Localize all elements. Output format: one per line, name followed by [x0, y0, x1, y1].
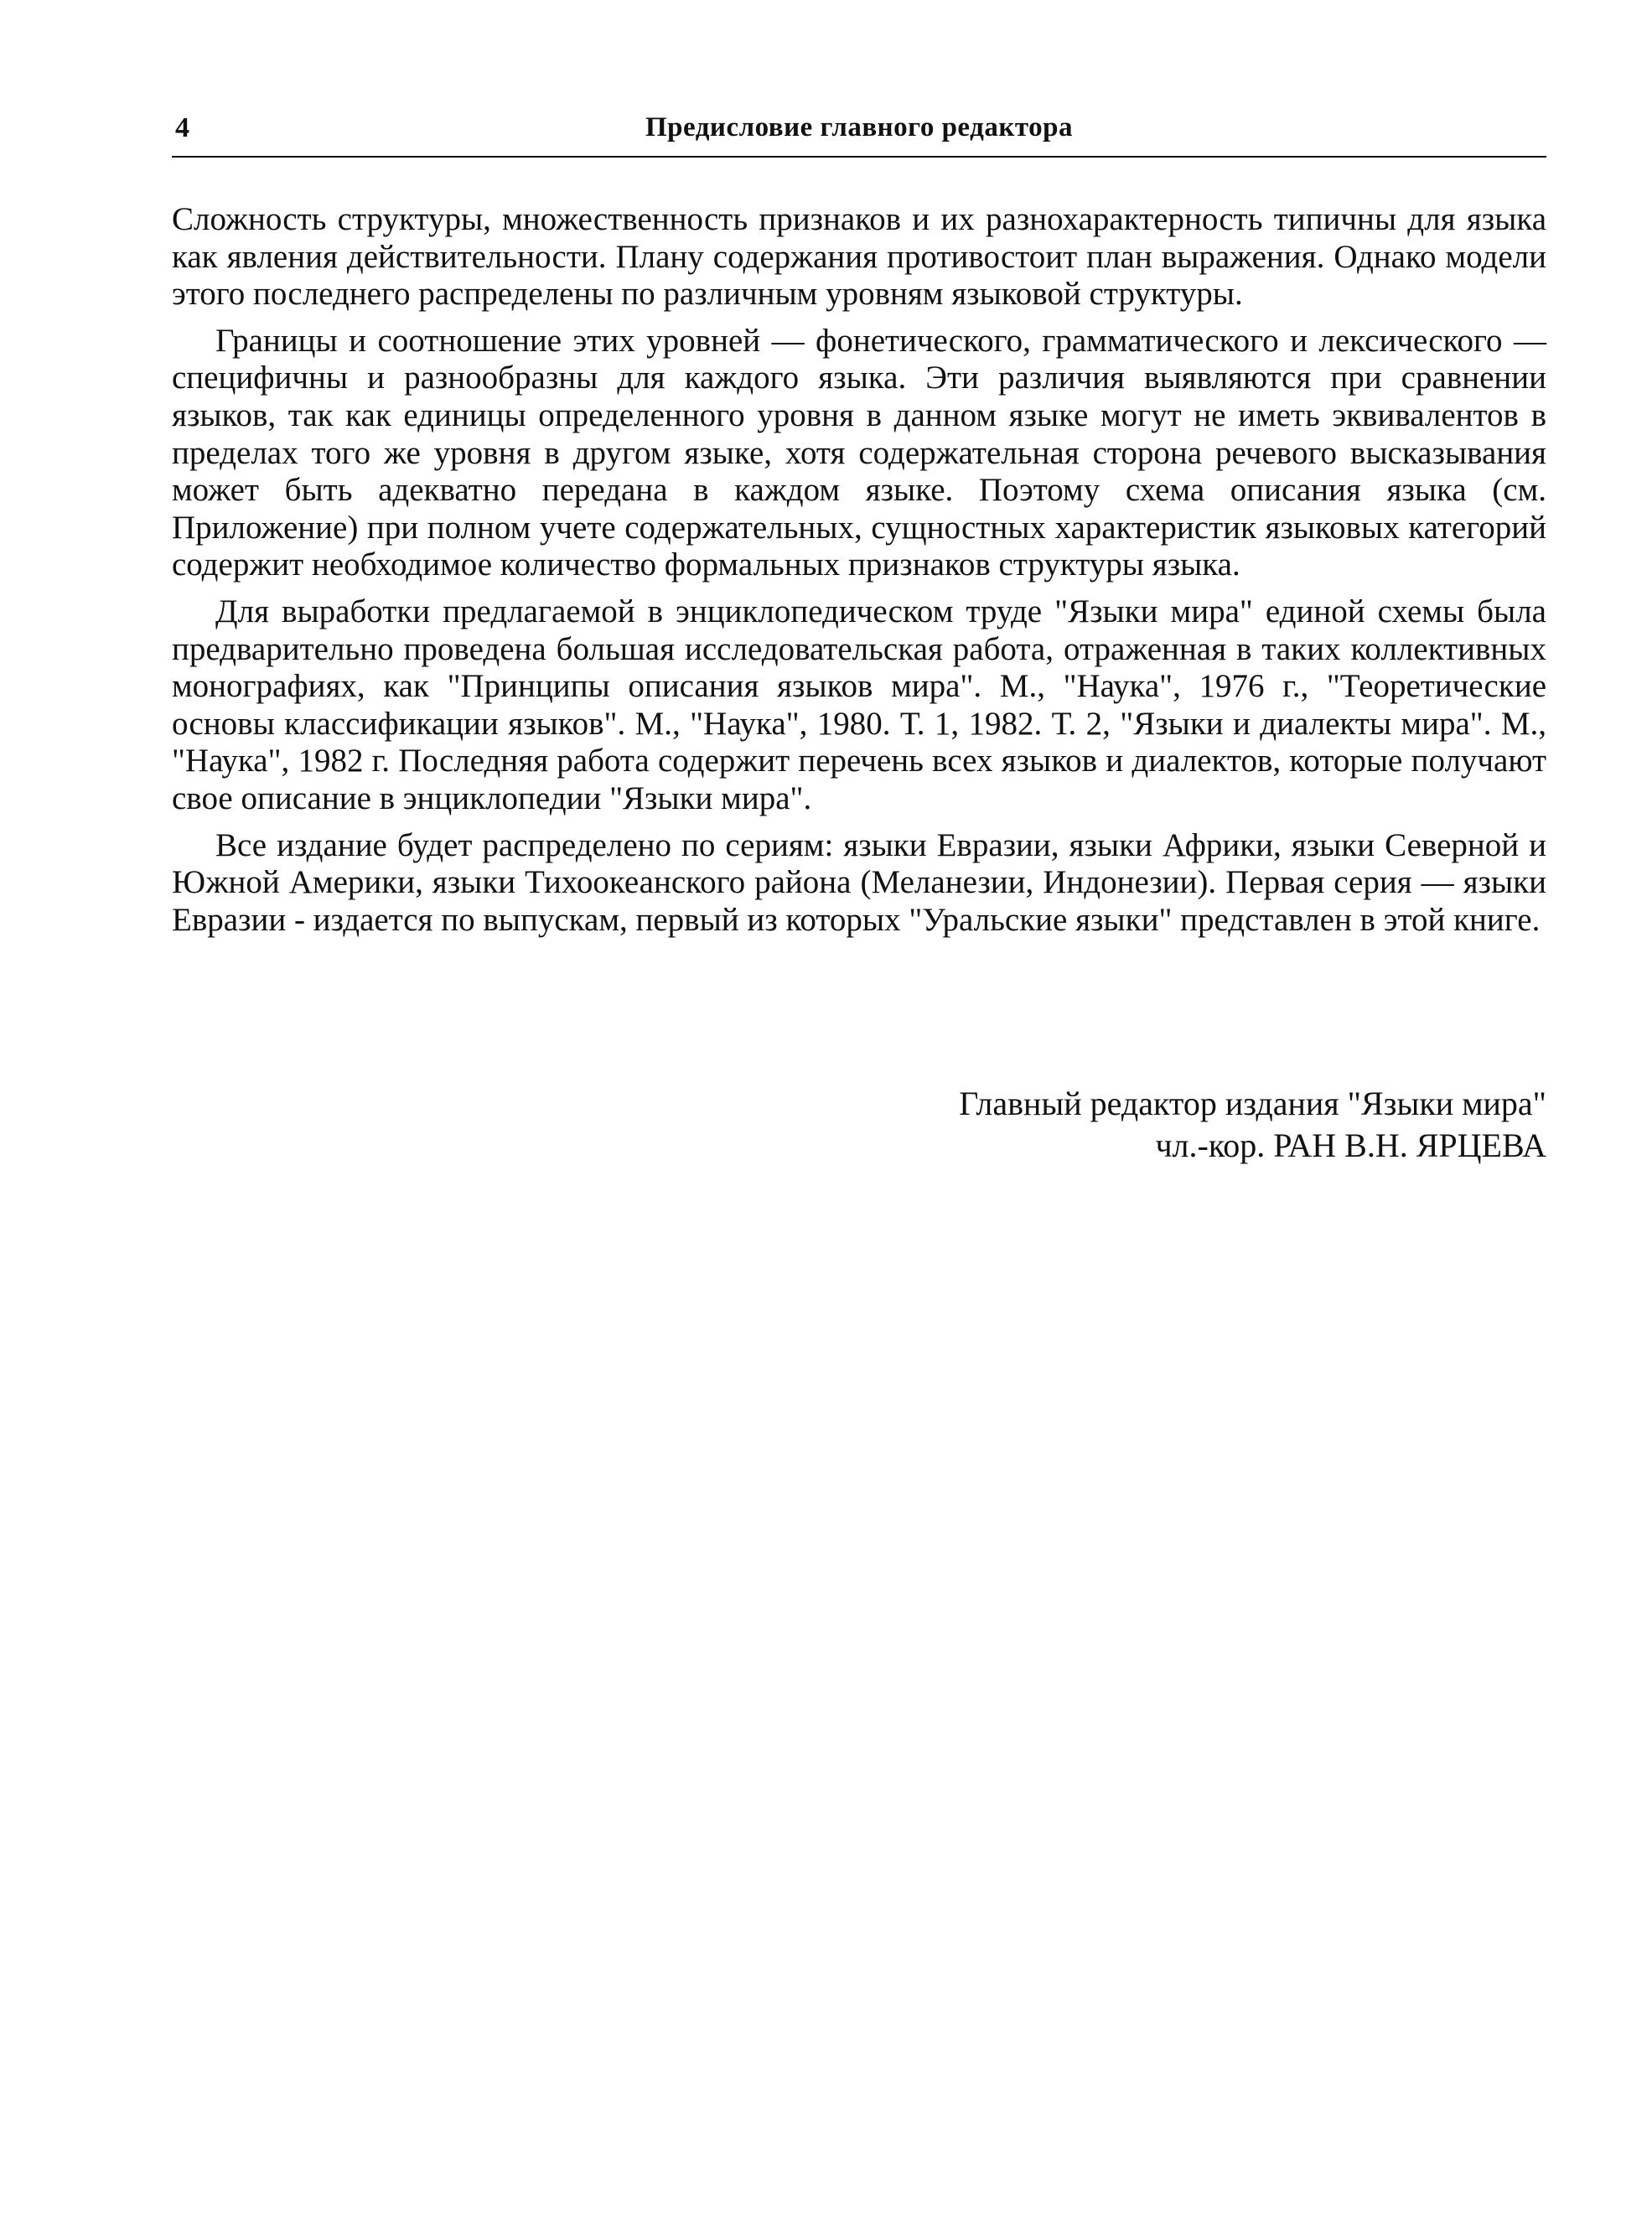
- signature-block: [172, 1083, 1546, 1167]
- body-text: [172, 201, 1546, 948]
- paragraph-1: Сложность структуры, множественность признаков и их разнохарактерность типичны для языка как явления действительности. Плану содержания противостоит план выражения. Однако модели этого последнего распределены по различным уровням языковой структуры.: [172, 201, 1546, 313]
- signature-name: чл.-кор. РАН В.Н. ЯРЦЕВА: [1155, 1126, 1546, 1164]
- running-head-title: Предисловие главного редактора: [645, 112, 1073, 142]
- header-divider: [172, 156, 1546, 158]
- paragraph-2: Границы и соотношение этих уровней — фонетического, грамматического и лексического — специфичны и разнообразны для каждого языка. Эти различия выявляются при сравнении языков, так как единицы определенного уровня в данном языке могут не иметь эквивалентов в пределах того же уровня в другом языке, хотя содержательная сторона речевого высказывания может быть адекватно передана в каждом языке. Поэтому схема описания языка (см. Приложение) при полном учете содержательных, сущностных характеристик языковых категорий содержит необходимое количество формальных признаков структуры языка.: [172, 322, 1546, 583]
- paragraph-3: Для выработки предлагаемой в энциклопедическом труде "Языки мира" единой схемы была предварительно проведена большая исследовательская работа, отраженная в таких коллективных монографиях, как "Принципы описания языков мира". М., "Наука", 1976 г., "Теоретические основы классификации языков". М., "Наука", 1980. Т. 1, 1982. Т. 2, "Языки и диалекты мира". М., "Наука", 1982 г. Последняя работа содержит перечень всех языков и диалектов, которые получают свое описание в энциклопедии "Языки мира".: [172, 593, 1546, 816]
- paragraph-4: Все издание будет распределено по сериям: языки Евразии, языки Африки, языки Северной и Южной Америки, языки Тихоокеанского района (Меланезии, Индонезии). Первая серия — языки Евразии - издается по выпускам, первый из которых "Уральские языки" представлен в этой книге.: [172, 826, 1546, 938]
- page-number: 4: [175, 112, 189, 143]
- signature-role: Главный редактор издания "Языки мира": [959, 1085, 1546, 1122]
- running-head: [172, 107, 1546, 154]
